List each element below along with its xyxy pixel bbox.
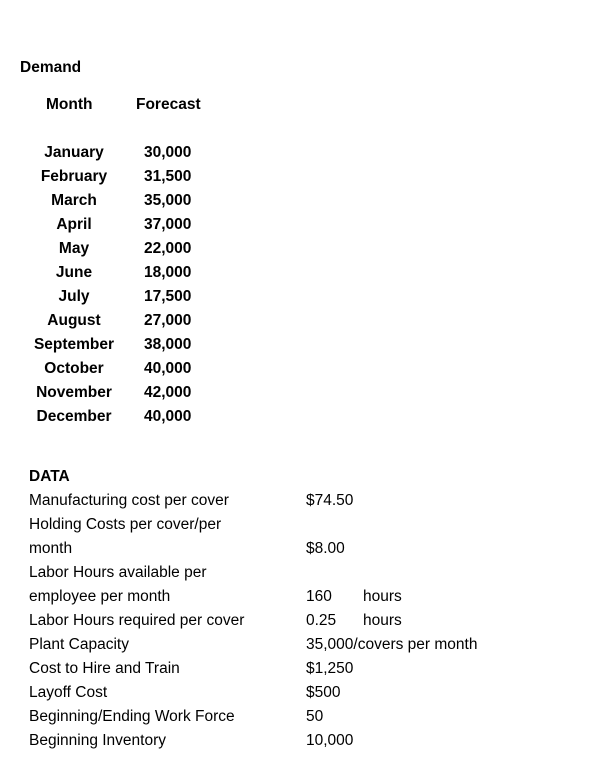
forecast-cell: 40,000: [144, 360, 192, 377]
month-cell: November: [36, 384, 112, 401]
month-cell: June: [55, 264, 93, 281]
forecast-cell: 31,500: [144, 168, 192, 185]
data-value: $74.50: [306, 492, 354, 509]
forecast-cell: 18,000: [144, 264, 192, 281]
forecast-cell: 27,000: [144, 312, 192, 329]
forecast-cell: 35,000: [144, 192, 192, 209]
month-cell: January: [44, 144, 104, 161]
forecast-cell: 37,000: [144, 216, 192, 233]
data-value: 35,000/covers per month: [306, 636, 478, 653]
data-label: Labor Hours available per: [29, 564, 207, 581]
data-label: Plant Capacity: [29, 636, 129, 653]
data-value: $1,250: [306, 660, 354, 677]
data-label: Manufacturing cost per cover: [29, 492, 229, 509]
data-label: Beginning Inventory: [29, 732, 167, 749]
data-value: 50: [306, 708, 324, 725]
data-label: Layoff Cost: [29, 684, 108, 701]
data-label: Holding Costs per cover/per: [29, 516, 222, 533]
data-label: Cost to Hire and Train: [29, 660, 180, 677]
month-cell: February: [40, 168, 108, 185]
data-value: $500: [306, 684, 341, 701]
forecast-cell: 40,000: [144, 408, 192, 425]
forecast-cell: 38,000: [144, 336, 192, 353]
data-label: Labor Hours required per cover: [29, 612, 245, 629]
month-cell: December: [36, 408, 112, 425]
data-unit: hours: [363, 612, 402, 629]
data-value: 10,000: [306, 732, 354, 749]
data-label: employee per month: [29, 588, 171, 605]
month-cell: August: [47, 312, 101, 329]
month-cell: July: [58, 288, 90, 305]
data-value: $8.00: [306, 540, 345, 557]
data-title: DATA: [29, 468, 70, 485]
forecast-column-header: Forecast: [136, 96, 201, 113]
data-unit: hours: [363, 588, 402, 605]
demand-title: Demand: [20, 59, 82, 76]
month-column-header: Month: [46, 96, 93, 113]
forecast-cell: 30,000: [144, 144, 192, 161]
data-value: 0.25: [306, 612, 337, 629]
forecast-cell: 22,000: [144, 240, 192, 257]
forecast-cell: 42,000: [144, 384, 192, 401]
month-cell: March: [51, 192, 97, 209]
data-value: 160: [306, 588, 332, 605]
data-label: month: [29, 540, 73, 557]
data-label: Beginning/Ending Work Force: [29, 708, 235, 725]
month-cell: October: [44, 360, 104, 377]
month-cell: May: [58, 240, 90, 257]
forecast-cell: 17,500: [144, 288, 192, 305]
month-cell: September: [33, 336, 115, 353]
month-cell: April: [56, 216, 92, 233]
